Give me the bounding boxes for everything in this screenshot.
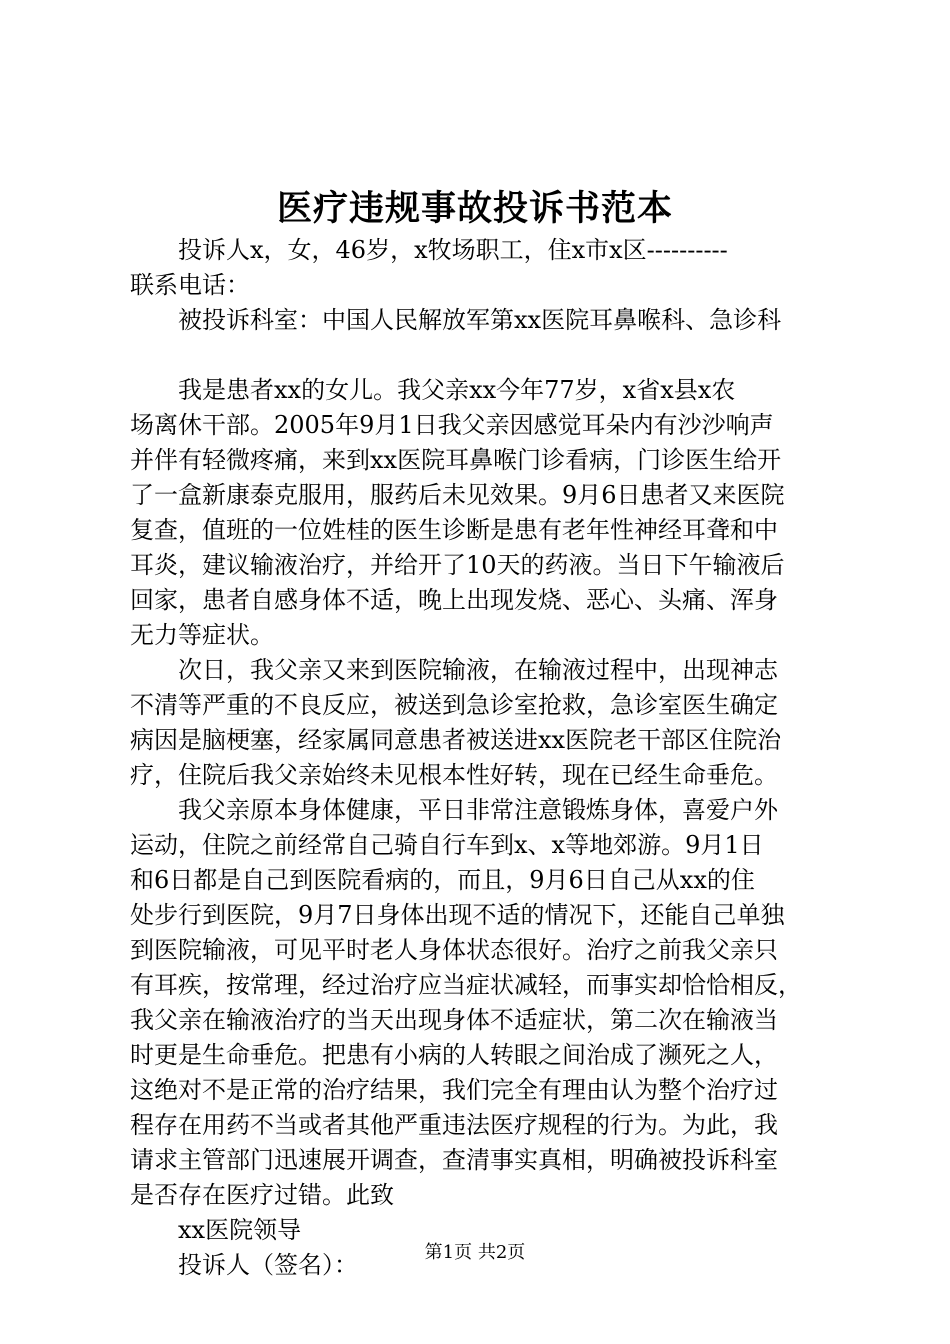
- text-line: 病因是脑梗塞，经家属同意患者被送进xx医院老干部区住院治: [130, 726, 782, 754]
- paragraph-1: [130, 373, 830, 653]
- text-line: 程存在用药不当或者其他严重违法医疗规程的行为。为此，我: [130, 1111, 778, 1139]
- text-line: 有耳疾，按常理，经过治疗应当症状减轻，而事实却恰恰相反，: [130, 971, 802, 999]
- text-line: 并伴有轻微疼痛，来到xx医院耳鼻喉门诊看病，门诊医生给开: [130, 446, 782, 474]
- text-line: 疗，住院后我父亲始终未见根本性好转，现在已经生命垂危。: [130, 761, 778, 789]
- paragraph-2: [130, 653, 830, 793]
- text-line: 我父亲原本身体健康，平日非常注意锻炼身体，喜爱户外: [178, 796, 778, 824]
- text-line: 运动，住院之前经常自己骑自行车到x、x等地郊游。9月1日: [130, 831, 764, 859]
- complainant-line: 投诉人x，女，46岁，x牧场职工，住x市x区----------: [178, 236, 728, 264]
- text-line: 场离休干部。2005年9月1日我父亲因感觉耳朵内有沙沙响声: [130, 411, 774, 439]
- text-line: 我是患者xx的女儿。我父亲xx今年77岁，x省x县x农: [178, 376, 736, 404]
- paragraph-3: [130, 793, 830, 1213]
- addressee-line: xx医院领导: [178, 1216, 302, 1244]
- text-line: 处步行到医院，9月7日身体出现不适的情况下，还能自己单独: [130, 901, 785, 929]
- text-line: 了一盒新康泰克服用，服药后未见效果。9月6日患者又来医院: [130, 481, 785, 509]
- text-line: 我父亲在输液治疗的当天出现身体不适症状，第二次在输液当: [130, 1006, 778, 1034]
- text-line: 时更是生命垂危。把患有小病的人转眼之间治成了濒死之人，: [130, 1041, 778, 1069]
- text-line: 和6日都是自己到医院看病的，而且，9月6日自己从xx的住: [130, 866, 755, 894]
- document-body: [130, 233, 830, 1283]
- text-line: 次日，我父亲又来到医院输液，在输液过程中，出现神志: [178, 656, 778, 684]
- text-line: 回家，患者自感身体不适，晚上出现发烧、恶心、头痛、浑身: [130, 586, 778, 614]
- text-line: 耳炎，建议输液治疗，并给开了10天的药液。当日下午输液后: [130, 551, 785, 579]
- text-line: 复查，值班的一位姓桂的医生诊断是患有老年性神经耳聋和中: [130, 516, 778, 544]
- text-line: 到医院输液，可见平时老人身体状态很好。治疗之前我父亲只: [130, 936, 778, 964]
- text-line: 无力等症状。: [130, 621, 274, 649]
- page-footer: 第1页 共2页: [424, 1242, 526, 1263]
- document-title: 医疗违规事故投诉书范本: [276, 188, 673, 229]
- text-line: 这绝对不是正常的治疗结果，我们完全有理由认为整个治疗过: [130, 1076, 778, 1104]
- text-line: 是否存在医疗过错。此致: [130, 1181, 394, 1209]
- phone-line: 联系电话：: [130, 271, 250, 299]
- department-line: 被投诉科室：中国人民解放军第xx医院耳鼻喉科、急诊科: [178, 306, 782, 334]
- text-line: 不清等严重的不良反应，被送到急诊室抢救，急诊室医生确定: [130, 691, 778, 719]
- text-line: 请求主管部门迅速展开调查，查清事实真相，明确被投诉科室: [130, 1146, 778, 1174]
- blank-line: [130, 338, 830, 373]
- signature-line: 投诉人（签名）：: [178, 1251, 358, 1279]
